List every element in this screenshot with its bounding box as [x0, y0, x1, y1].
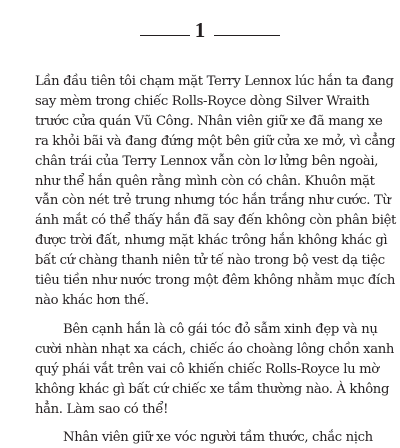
text-line: chân trái của Terry Lennox vẫn còn lơ lửng bên ngoài, — [35, 153, 379, 169]
chapter-rule-right — [214, 35, 280, 36]
chapter-header — [0, 16, 400, 56]
text-line: được trời đất, nhưng mặt khác trông hắn không khác gì — [35, 233, 388, 249]
paragraph — [35, 428, 373, 448]
text-line: hẳn. Làm sao có thể! — [35, 401, 169, 417]
text-line: bất cứ chàng thanh niên tử tế nào trong bộ vest dạ tiệc — [35, 253, 385, 269]
paragraph-gap — [35, 419, 367, 428]
text-line: ra khỏi bãi và đang đứng một bên giữ cửa xe mở, vì cẳng — [35, 133, 396, 149]
text-line: Bên cạnh hắn là cô gái tóc đỏ sẫm xinh đẹp và nụ — [63, 321, 378, 337]
paragraph — [35, 320, 394, 420]
text-line: không khác gì bất cứ chiếc xe tầm thường nào. À không — [35, 381, 390, 397]
text-line: Nhân viên giữ xe vóc người tầm thước, chắc nịch — [63, 430, 373, 446]
text-line: nào khác hơn thế. — [35, 292, 149, 308]
text-line: như thể hắn quên rằng mình còn có chân. Khuôn mặt — [35, 173, 375, 189]
text-line: trước cửa quán Vũ Công. Nhân viên giữ xe đã mang xe — [35, 113, 383, 129]
paragraph-gap — [35, 311, 367, 320]
text-line: vẫn còn nét trẻ trung nhưng tóc hắn trắng như cước. Từ — [35, 193, 391, 209]
text-line: Lần đầu tiên tôi chạm mặt Terry Lennox lúc hắn ta đang — [35, 74, 394, 89]
text-line: ánh mắt có thể thấy hắn đã say đến không còn phân biệt — [35, 213, 396, 229]
chapter-body — [35, 72, 396, 448]
text-line: cười nhàn nhạt xa cách, chiếc áo choàng lông chồn xanh — [35, 341, 394, 357]
text-line: quý phái vắt trên vai cô khiến chiếc Rolls-Royce lu mờ — [35, 361, 379, 377]
paragraph — [35, 72, 396, 311]
text-line: say mèm trong chiếc Rolls-Royce dòng Silver Wraith — [35, 93, 370, 109]
chapter-number: 1 — [190, 18, 210, 42]
text-line: tiêu tiền như nước trong một đêm không nhằm mục đích — [35, 273, 396, 289]
